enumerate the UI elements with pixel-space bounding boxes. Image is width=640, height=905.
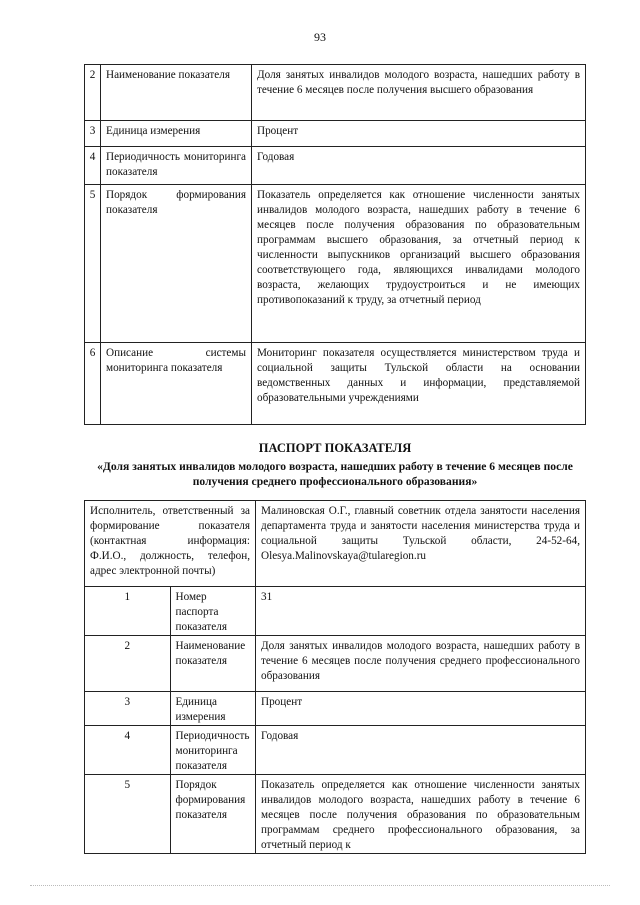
table-row bbox=[85, 343, 586, 425]
row-label: Порядок формирования показателя bbox=[101, 185, 252, 343]
row-value: Показатель определяется как отношение численности занятых инвалидов молодого возраста, нашедших работу в течение 6 месяцев после получения образования по образовательным программам высшего образования, за отчетный период к численности выпускников организаций высшего образования соответствующего года, являющихся инвалидами молодого возраста, желающих трудоустроиться и не имеющих противопоказаний к труду, за отчетный период bbox=[252, 185, 586, 343]
table-row bbox=[85, 587, 586, 636]
row-label: Номер паспорта показателя bbox=[170, 587, 256, 636]
row-number: 1 bbox=[85, 587, 171, 636]
row-number: 3 bbox=[85, 121, 101, 147]
row-label: Единица измерения bbox=[101, 121, 252, 147]
row-number: 5 bbox=[85, 775, 171, 854]
row-number: 4 bbox=[85, 726, 171, 775]
row-value: Процент bbox=[252, 121, 586, 147]
row-value: Показатель определяется как отношение численности занятых инвалидов молодого возраста, нашедших работу в течение 6 месяцев после получения образования по образовательным программам среднего профессионального образования, за отчетный период к bbox=[256, 775, 586, 854]
row-label: Единица измерения bbox=[170, 692, 256, 726]
row-number: 4 bbox=[85, 147, 101, 185]
table-row bbox=[85, 692, 586, 726]
row-value: Годовая bbox=[252, 147, 586, 185]
row-number: 2 bbox=[85, 636, 171, 692]
page-footer-divider bbox=[30, 885, 610, 886]
row-number: 6 bbox=[85, 343, 101, 425]
table-row bbox=[85, 65, 586, 121]
row-value: Процент bbox=[256, 692, 586, 726]
table-row bbox=[85, 121, 586, 147]
row-value: Годовая bbox=[256, 726, 586, 775]
row-number: 3 bbox=[85, 692, 171, 726]
executor-value: Малиновская О.Г., главный советник отдела занятости населения департамента труда и занятости населения министерства труда и социальной защиты Тульской области, 24-52-64, Olesya.Malinovskaya@tularegion.ru bbox=[256, 501, 586, 587]
row-number: 5 bbox=[85, 185, 101, 343]
page-number: 93 bbox=[314, 30, 326, 44]
table-row bbox=[85, 147, 586, 185]
row-label: Описание системы мониторинга показателя bbox=[101, 343, 252, 425]
row-label: Периодичность мониторинга показателя bbox=[170, 726, 256, 775]
row-label: Наименование показателя bbox=[170, 636, 256, 692]
table-row bbox=[85, 636, 586, 692]
row-label: Наименование показателя bbox=[101, 65, 252, 121]
indicator-passport-table bbox=[84, 500, 586, 854]
row-label: Порядок формирования показателя bbox=[170, 775, 256, 854]
table-row bbox=[85, 185, 586, 343]
passport-title: ПАСПОРТ ПОКАЗАТЕЛЯ bbox=[258, 441, 412, 455]
executor-label: Исполнитель, ответственный за формирование показателя (контактная информация: Ф.И.О., должность, телефон, адрес электронной почты) bbox=[85, 501, 256, 587]
passport-subtitle: «Доля занятых инвалидов молодого возраста, нашедших работу в течение 6 месяцев после получения среднего профессионального образования» bbox=[97, 460, 573, 488]
table-row bbox=[85, 775, 586, 854]
row-label: Периодичность мониторинга показателя bbox=[101, 147, 252, 185]
table-row bbox=[85, 726, 586, 775]
row-value: Доля занятых инвалидов молодого возраста, нашедших работу в течение 6 месяцев после получения высшего образования bbox=[252, 65, 586, 121]
row-value: Мониторинг показателя осуществляется министерством труда и социальной защиты Тульской области на основании ведомственных данных и информации, представляемой образовательными учреждениями bbox=[252, 343, 586, 425]
row-number: 2 bbox=[85, 65, 101, 121]
row-value: 31 bbox=[256, 587, 586, 636]
table-row bbox=[85, 501, 586, 587]
indicator-table-continued bbox=[84, 64, 586, 425]
row-value: Доля занятых инвалидов молодого возраста, нашедших работу в течение 6 месяцев после получения среднего профессионального образования bbox=[256, 636, 586, 692]
